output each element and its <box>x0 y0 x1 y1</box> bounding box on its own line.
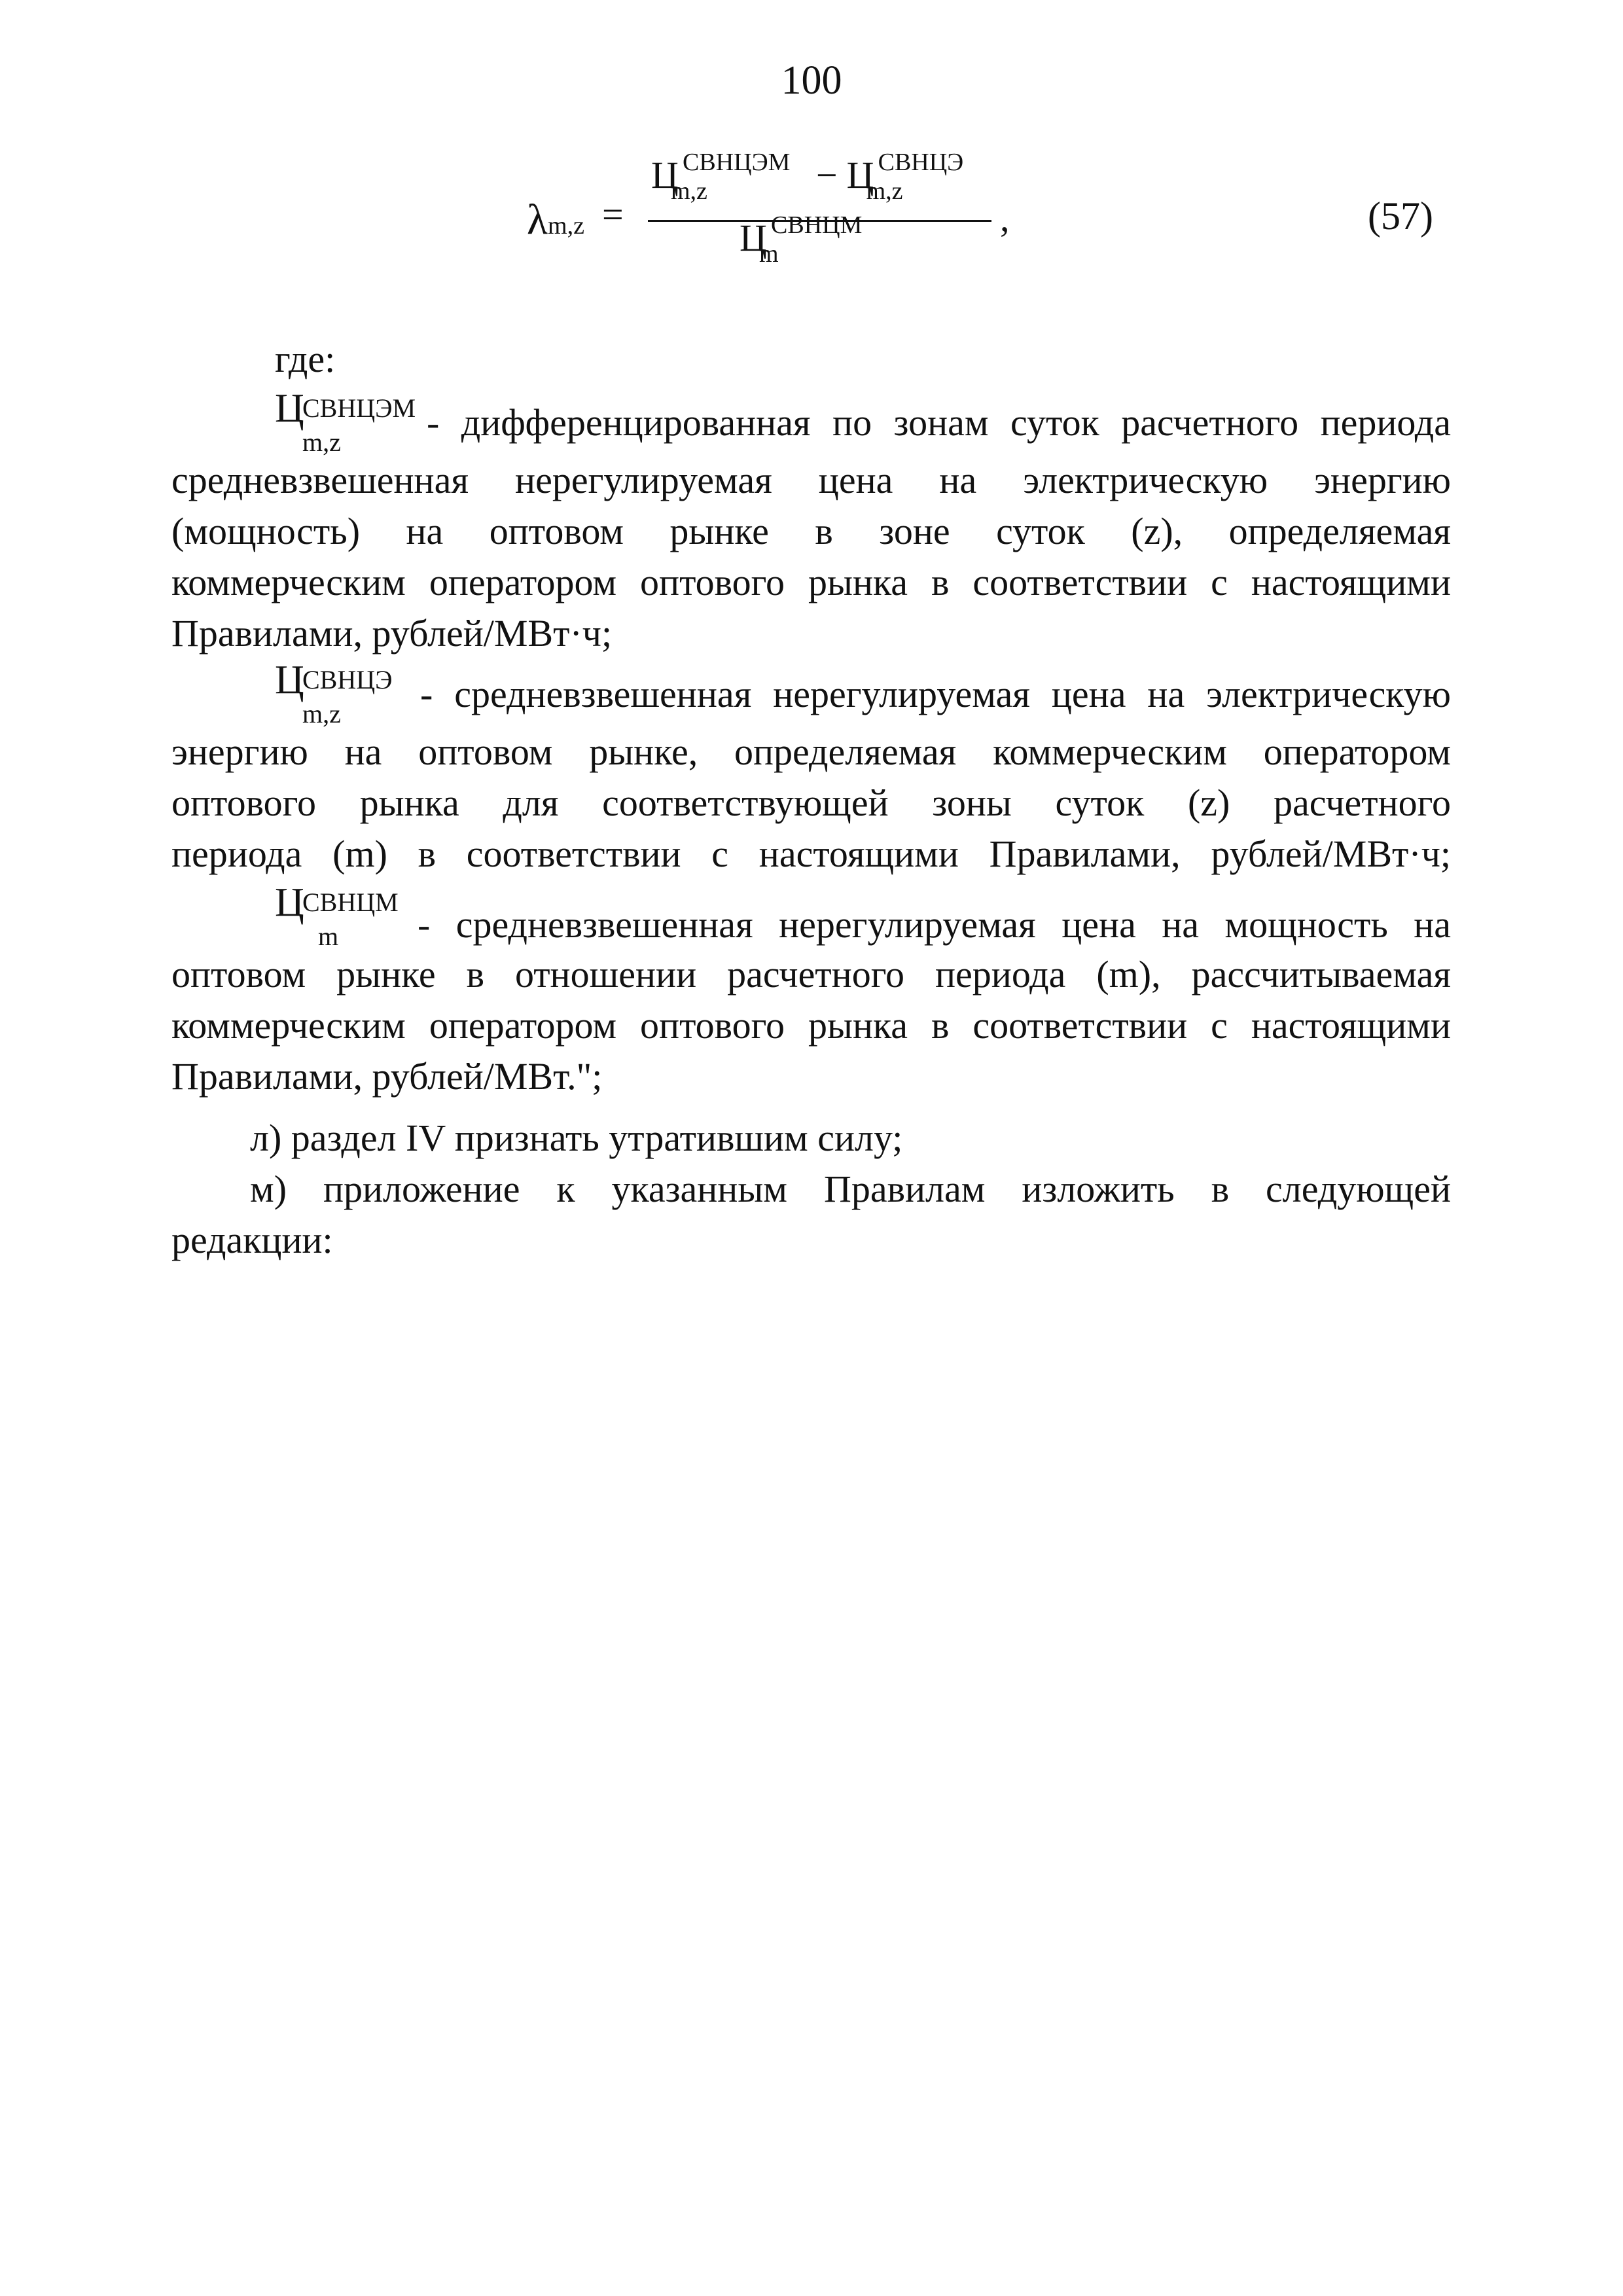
definition-2-head <box>171 655 1451 726</box>
page-number: 100 <box>781 58 842 103</box>
definition-2-sup: СВНЦЭ <box>302 665 393 694</box>
definition-1-line: (мощность) на оптовом рынке в зоне суток (z), определяемая <box>171 510 1451 552</box>
formula-numerator <box>651 149 964 205</box>
definition-1-body <box>171 455 1451 659</box>
definition-1-symbol <box>275 383 416 457</box>
definition-3-line: коммерческим оператором оптового рынка в соответствии с настоящими <box>171 1004 1451 1047</box>
denominator-symbol: Ц <box>740 217 767 259</box>
formula-denominator <box>740 211 863 268</box>
definition-1-last-line: Правилами, рублей/МВт·ч; <box>171 612 613 655</box>
item-m-last-line: редакции: <box>171 1219 333 1261</box>
item-m <box>171 1164 1451 1266</box>
definition-3 <box>171 877 1451 1102</box>
definition-1-line: коммерческим оператором оптового рынка в соответствии с настоящими <box>171 561 1451 603</box>
denominator-sub: m <box>759 240 779 268</box>
item-m-first-line: м) приложение к указанным Правилам изложить в следующей <box>250 1168 1451 1210</box>
lambda-subscript: m,z <box>548 212 584 240</box>
lambda-symbol: λ <box>527 196 548 243</box>
definition-3-symbol <box>275 877 399 951</box>
numerator-term-2 <box>846 149 964 205</box>
numerator-term-2-sub: m,z <box>866 177 903 205</box>
definition-1-head <box>171 383 1451 455</box>
definition-2-line: энергию на оптовом рынке, определяемая коммерческим оператором <box>171 730 1451 773</box>
definition-2-line: оптового рынка для соответствующей зоны суток (z) расчетного <box>171 781 1451 824</box>
where-label: где: <box>275 338 336 380</box>
numerator-term-2-sup: СВНЦЭ <box>878 149 964 176</box>
definition-1-line: средневзвешенная нерегулируемая цена на электрическую энергию <box>171 459 1451 501</box>
definition-3-first-line: - средневзвешенная нерегулируемая цена на мощность на <box>418 903 1451 946</box>
definition-3-line: оптовом рынке в отношении расчетного периода (m), рассчитываемая <box>171 953 1451 996</box>
denominator-sup: СВНЦМ <box>771 211 863 239</box>
item-l-text: л) раздел IV признать утратившим силу; <box>250 1117 903 1159</box>
numerator-term-1-sup: СВНЦЭМ <box>683 149 791 176</box>
definition-3-last-line: Правилами, рублей/МВт."; <box>171 1055 603 1098</box>
definition-2-first-line: - средневзвешенная нерегулируемая цена на электрическую <box>420 673 1451 715</box>
equation-number: (57) <box>1368 194 1433 238</box>
denominator-term <box>740 211 863 268</box>
item-l <box>171 1113 1451 1164</box>
definition-1-sup: СВНЦЭМ <box>302 393 416 423</box>
numerator-term-2-symbol: Ц <box>846 154 874 196</box>
definition-3-letter: Ц <box>275 880 304 925</box>
definition-1-sub: m,z <box>302 427 341 457</box>
formula-lhs <box>527 195 584 245</box>
definition-3-head <box>171 877 1451 949</box>
numerator-term-1 <box>651 149 791 205</box>
definition-1 <box>171 383 1451 659</box>
definition-1-first-line: - дифференцированная по зонам суток расчетного периода <box>427 401 1451 444</box>
definition-3-sup: СВНЦМ <box>302 888 399 917</box>
definition-2-sub: m,z <box>302 699 341 728</box>
minus-sign: − <box>815 154 838 196</box>
definition-2-line: периода (m) в соответствии с настоящими Правилами, рублей/МВт·ч; <box>171 833 1451 875</box>
definition-3-body <box>171 949 1451 1102</box>
definition-1-letter: Ц <box>275 386 304 431</box>
definition-3-sub: m <box>318 922 339 951</box>
equals-sign: = <box>602 193 624 236</box>
numerator-term-1-sub: m,z <box>671 177 707 205</box>
definition-2-letter: Ц <box>275 658 304 702</box>
formula-comma: , <box>1000 197 1010 240</box>
definition-2 <box>171 655 1451 880</box>
formula-57 <box>497 144 1086 288</box>
numerator-term-1-symbol: Ц <box>651 154 679 196</box>
definition-2-body <box>171 726 1451 880</box>
definition-2-symbol <box>275 655 393 728</box>
